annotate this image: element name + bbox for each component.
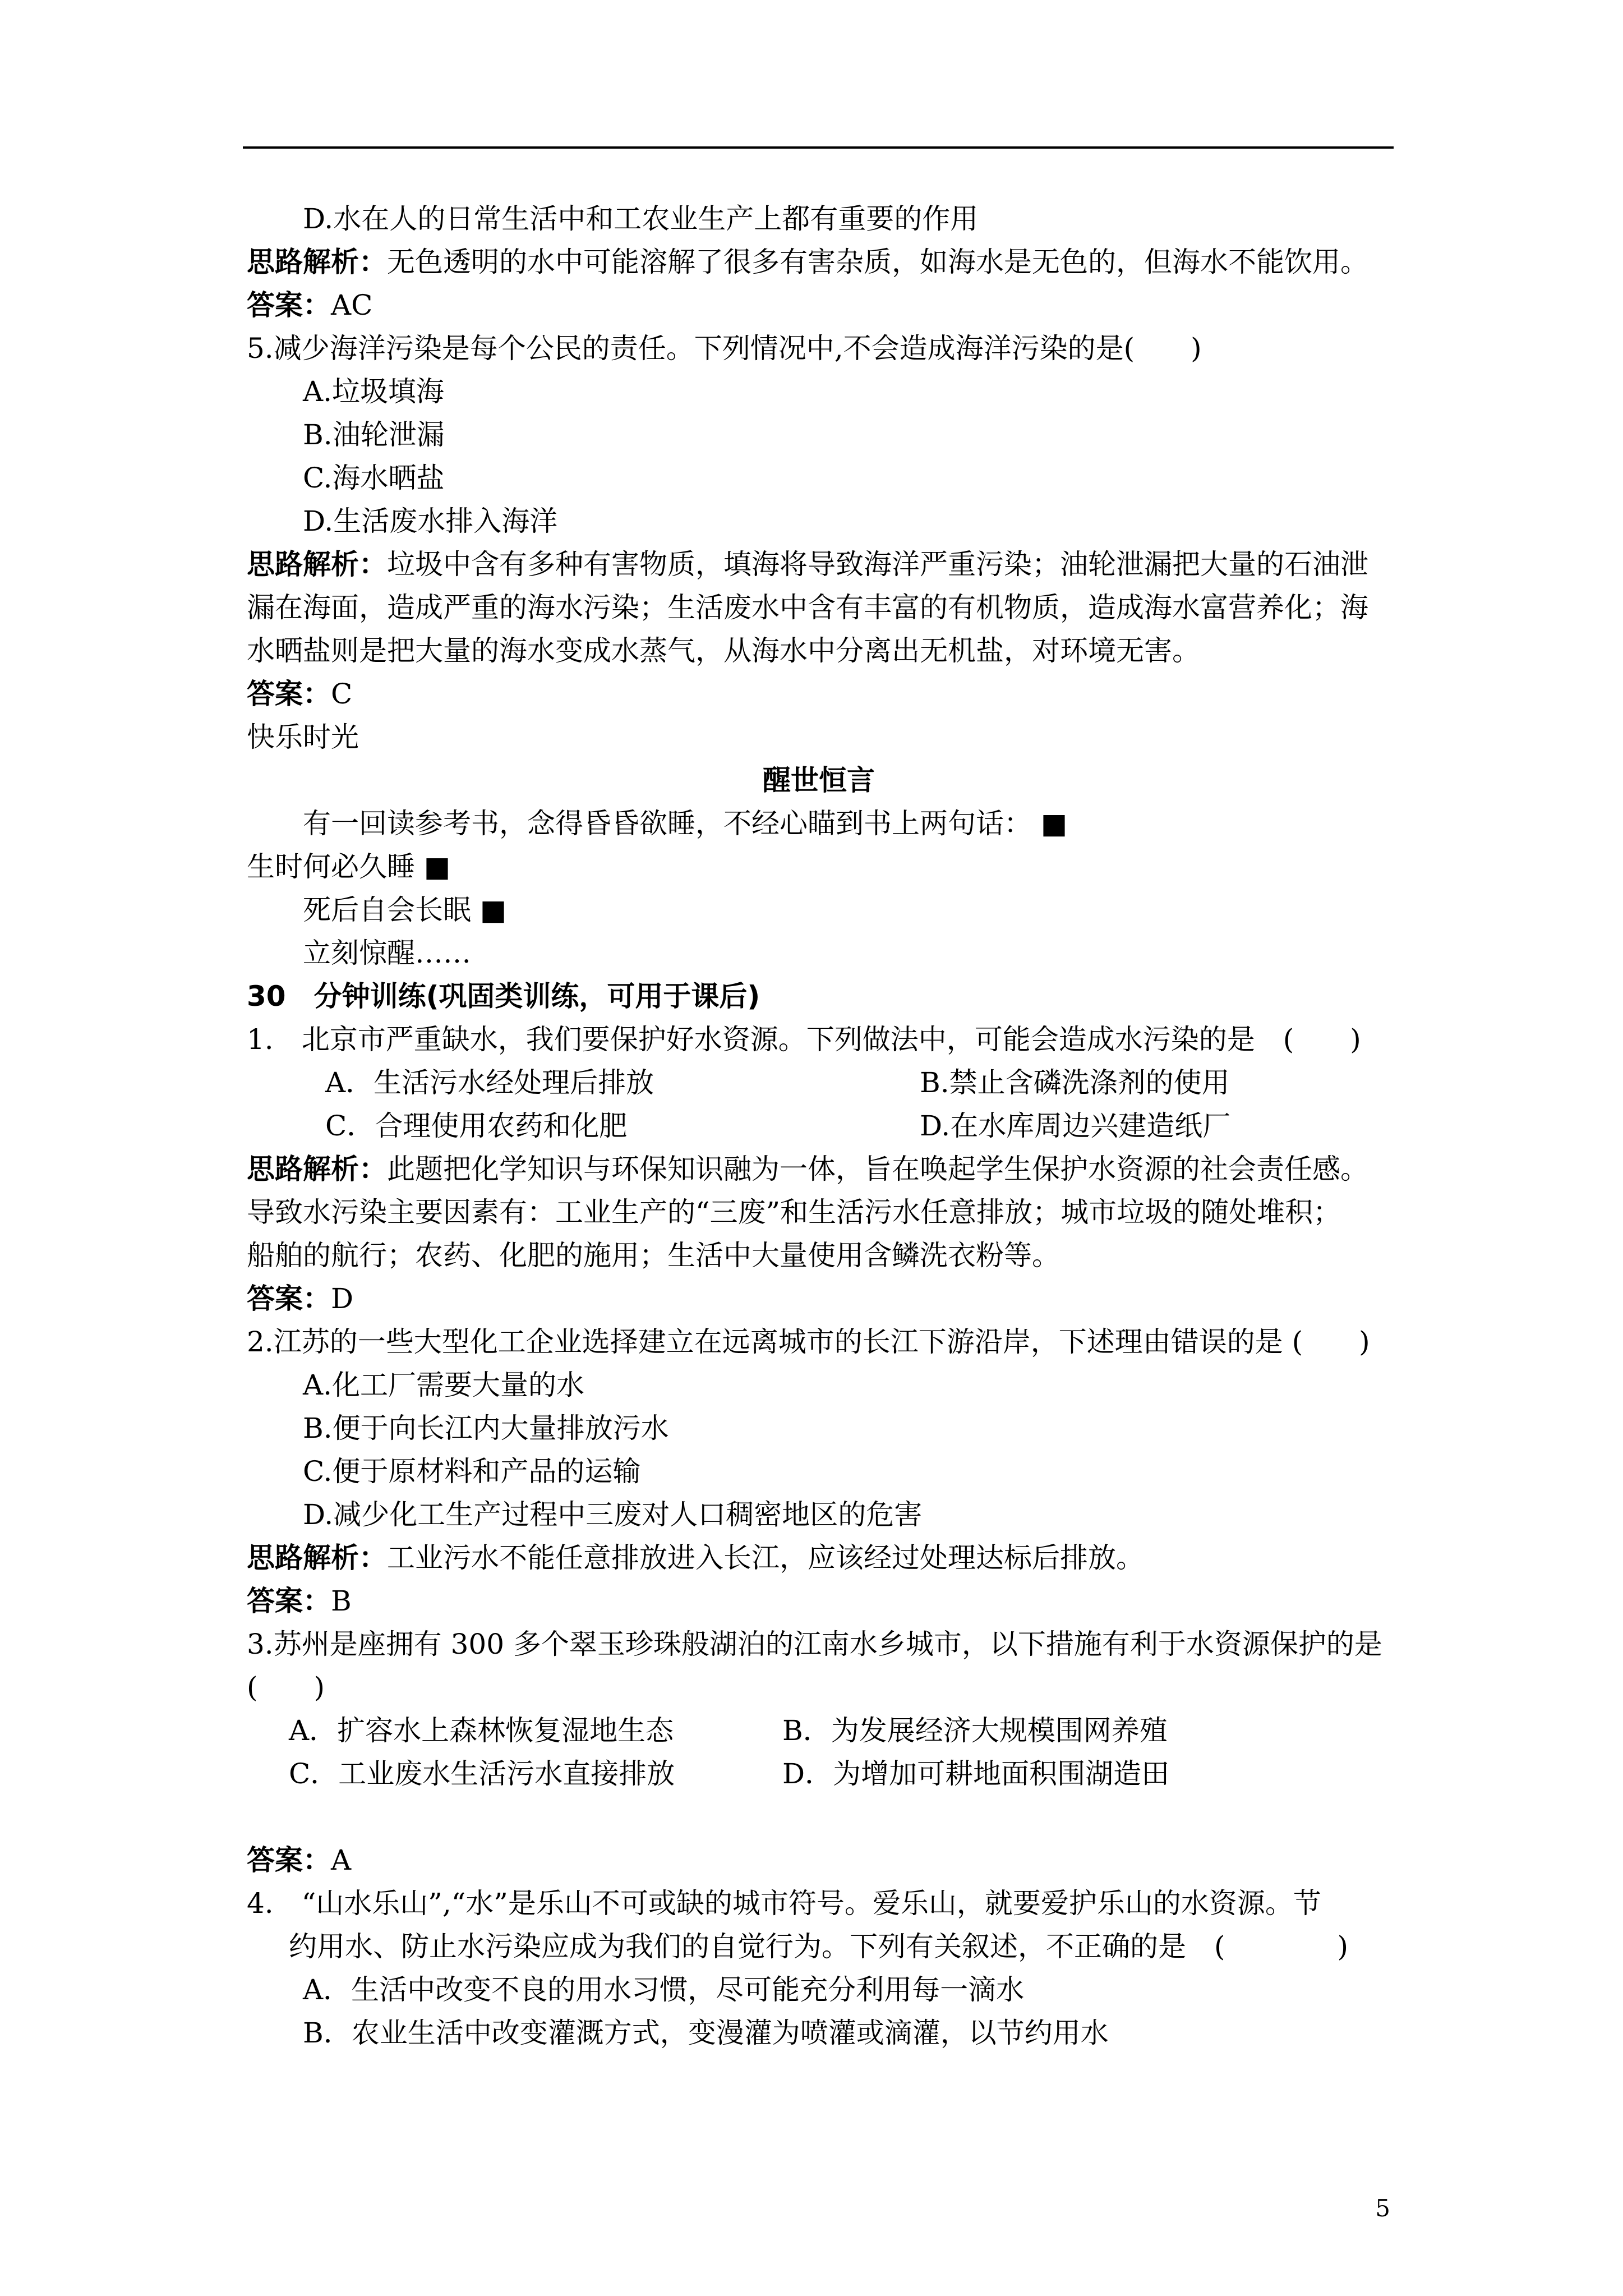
analysis-label: 思路解析： [247,1153,387,1185]
s4-option-b: B．农业生活中改变灌溉方式，变漫灌为喷灌或滴灌，以节约用水 [303,2017,1109,2049]
answer-label: 答案： [247,1282,331,1315]
section-title: 30 分钟训练(巩固类训练，可用于课后) [247,980,760,1013]
answer-value: A [331,1844,352,1876]
prev-analysis [247,241,1391,284]
s2-option-b: B.便于向长江内大量排放污水 [303,1412,669,1444]
s1-analysis-line-1 [247,1148,1391,1191]
analysis-text: 无色透明的水中可能溶解了很多有害杂质，如海水是无色的，但海水不能饮用。 [387,246,1368,278]
s4-stem-line-1: 4. “山水乐山”,“水”是乐山不可或缺的城市符号。爱乐山，就要爱护乐山的水资源。节 [247,1887,1321,1920]
story-line-3: 死后自会长眠 ■ [303,894,507,926]
analysis-text: 工业污水不能任意排放进入长江，应该经过处理达标后排放。 [387,1542,1144,1574]
s1-analysis-line-2: 导致水污染主要因素有：工业生产的“三废”和生活污水任意排放；城市垃圾的随处堆积； [247,1196,1341,1228]
s1-analysis-line-3: 船舶的航行；农药、化肥的施用；生活中大量使用含鳞洗衣粉等。 [247,1239,1060,1272]
page-number: 5 [1375,2194,1390,2222]
answer-value: D [331,1282,354,1315]
header-rule [243,146,1394,149]
s1-option-d: D.在水库周边兴建造纸厂 [920,1110,1231,1142]
s3-option-b: B．为发展经济大规模围网养殖 [782,1714,1168,1747]
answer-label: 答案： [247,678,331,710]
s3-option-c: C．工业废水生活污水直接排放 [289,1757,675,1790]
s1-options-row-2 [247,1105,1391,1148]
story-line-1: 有一回读参考书，念得昏昏欲睡，不经心瞄到书上两句话： ■ [303,807,1068,840]
s3-stem-line-2: ( ) [247,1671,325,1704]
answer-value: AC [331,289,373,321]
s4-stem-line-2: 约用水、防止水污染应成为我们的自觉行为。下列有关叙述，不正确的是 ( ) [289,1930,1349,1963]
spacer [247,1796,1391,1839]
s2-option-d: D.减少化工生产过程中三废对人口稠密地区的危害 [303,1498,923,1531]
s3-options-row-2 [247,1752,1391,1796]
q5-option-c: C.海水晒盐 [303,462,445,494]
s3-stem-line-1: 3.苏州是座拥有 300 多个翠玉珍珠般湖泊的江南水乡城市，以下措施有利于水资源保护的是 [247,1628,1382,1660]
analysis-label: 思路解析： [247,246,387,278]
happy-time-heading: 快乐时光 [247,721,359,753]
analysis-text: 垃圾中含有多种有害物质，填海将导致海洋严重污染；油轮泄漏把大量的石油泄 [387,548,1368,581]
story-line-4: 立刻惊醒…… [303,937,471,969]
s1-options-row-1 [247,1061,1391,1105]
analysis-label: 思路解析： [247,1542,387,1574]
s3-answer [247,1839,1391,1882]
prev-option-d: D.水在人的日常生活中和工农业生产上都有重要的作用 [303,203,979,235]
analysis-text: 此题把化学知识与环保知识融为一体，旨在唤起学生保护水资源的社会责任感。 [387,1153,1368,1185]
s2-option-c: C.便于原材料和产品的运输 [303,1455,641,1488]
answer-value: C [331,678,353,710]
q5-analysis-line-3: 水晒盐则是把大量的海水变成水蒸气，从海水中分离出无机盐，对环境无害。 [247,634,1200,667]
analysis-label: 思路解析： [247,548,387,581]
s1-option-c: C．合理使用农药和化肥 [325,1110,628,1142]
s3-option-a: A．扩容水上森林恢复湿地生态 [289,1714,674,1747]
s2-stem: 2.江苏的一些大型化工企业选择建立在远离城市的长江下游沿岸，下述理由错误的是 ( ) [247,1326,1370,1358]
s1-answer [247,1277,1391,1320]
q5-option-d: D.生活废水排入海洋 [303,505,558,537]
s2-analysis [247,1536,1391,1580]
s1-option-b: B.禁止含磷洗涤剂的使用 [920,1066,1230,1099]
s2-answer [247,1580,1391,1623]
s1-stem: 1. 北京市严重缺水，我们要保护好水资源。下列做法中，可能会造成水污染的是 ( ) [247,1023,1361,1056]
q5-analysis-line-2: 漏在海面，造成严重的海水污染；生活废水中含有丰富的有机物质，造成海水富营养化；海 [247,591,1368,624]
prev-answer [247,284,1391,327]
page-content [247,197,1391,2055]
s4-option-a: A．生活中改变不良的用水习惯，尽可能充分利用每一滴水 [303,1973,1025,2006]
q5-option-a: A.垃圾填海 [303,375,445,408]
q5-answer [247,673,1391,716]
s3-options-row-1 [247,1709,1391,1752]
s2-option-a: A.化工厂需要大量的水 [303,1369,585,1401]
answer-label: 答案： [247,289,331,321]
story-title: 醒世恒言 [763,764,875,797]
answer-label: 答案： [247,1585,331,1617]
s1-option-a: A．生活污水经处理后排放 [325,1066,654,1099]
q5-stem: 5.减少海洋污染是每个公民的责任。下列情况中,不会造成海洋污染的是( ) [247,332,1202,365]
q5-option-b: B.油轮泄漏 [303,418,445,451]
answer-value: B [331,1585,352,1617]
story-line-2: 生时何必久睡 ■ [247,850,451,883]
s3-option-d: D．为增加可耕地面积围湖造田 [782,1757,1170,1790]
q5-analysis-line-1 [247,543,1391,586]
answer-label: 答案： [247,1844,331,1876]
